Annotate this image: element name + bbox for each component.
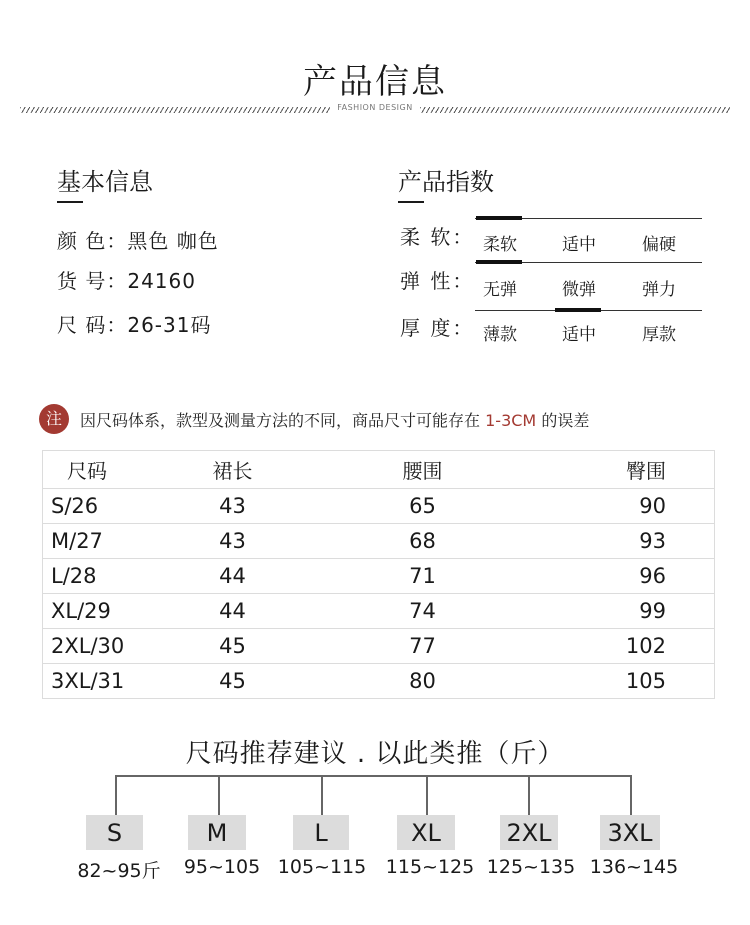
size-box-s: S bbox=[86, 815, 143, 850]
table-row bbox=[43, 629, 715, 664]
table-cell: 45 bbox=[133, 629, 333, 664]
table-cell: 68 bbox=[333, 524, 513, 559]
table-row bbox=[43, 594, 715, 629]
table-cell: 2XL/30 bbox=[43, 629, 133, 664]
size-box-m: M bbox=[188, 815, 246, 850]
table-cell: 80 bbox=[333, 664, 513, 699]
index-option: 适中 bbox=[562, 235, 596, 255]
size-box-2xl: 2XL bbox=[500, 815, 558, 850]
table-cell: 77 bbox=[333, 629, 513, 664]
table-cell: 65 bbox=[333, 489, 513, 524]
fashion-tag: FASHION DESIGN bbox=[337, 103, 413, 112]
table-cell: 96 bbox=[513, 559, 715, 594]
table-cell: 93 bbox=[513, 524, 715, 559]
column-header: 腰围 bbox=[333, 451, 513, 489]
basic-info-heading-text: 基本信息 bbox=[57, 168, 153, 196]
table-cell: 45 bbox=[133, 664, 333, 699]
index-option: 偏硬 bbox=[642, 235, 676, 255]
table-cell: 43 bbox=[133, 489, 333, 524]
table-cell: 90 bbox=[513, 489, 715, 524]
column-header: 裙长 bbox=[133, 451, 333, 489]
recommend-connector-line bbox=[116, 775, 632, 777]
note-highlight: 1-3CM bbox=[485, 411, 537, 430]
table-row bbox=[43, 664, 715, 699]
recommend-connector-tick bbox=[426, 775, 428, 817]
table-cell: 102 bbox=[513, 629, 715, 664]
table-cell: M/27 bbox=[43, 524, 133, 559]
index-selected-marker bbox=[476, 216, 522, 220]
size-table bbox=[42, 450, 715, 699]
product-index-heading-text: 产品指数 bbox=[398, 168, 494, 196]
table-cell: L/28 bbox=[43, 559, 133, 594]
heading-underline bbox=[57, 201, 83, 203]
recommend-connector-tick bbox=[321, 775, 323, 817]
note-badge: 注 bbox=[39, 404, 69, 434]
page-title: 产品信息 bbox=[303, 62, 447, 102]
size-box-l: L bbox=[293, 815, 349, 850]
table-cell: 43 bbox=[133, 524, 333, 559]
index-label: 柔 软： bbox=[400, 225, 475, 249]
table-row bbox=[43, 524, 715, 559]
table-cell: 3XL/31 bbox=[43, 664, 133, 699]
heading-underline bbox=[398, 201, 424, 203]
weight-range: 105~115 bbox=[277, 856, 367, 878]
weight-range: 115~125 bbox=[385, 856, 475, 878]
weight-range: 125~135 bbox=[486, 856, 576, 878]
basic-row-color: 颜 色：黑色 咖色 bbox=[57, 229, 219, 253]
note-text-after: 的误差 bbox=[541, 411, 590, 430]
index-option: 弹力 bbox=[642, 280, 676, 300]
weight-range: 82~95斤 bbox=[77, 860, 161, 882]
note-text bbox=[80, 408, 589, 431]
table-cell: XL/29 bbox=[43, 594, 133, 629]
index-label: 厚 度： bbox=[400, 316, 475, 340]
table-row bbox=[43, 489, 715, 524]
table-cell: 71 bbox=[333, 559, 513, 594]
index-option: 厚款 bbox=[642, 325, 676, 345]
table-header-row bbox=[43, 451, 715, 489]
column-header: 臀围 bbox=[513, 451, 715, 489]
basic-row-item-number: 货 号：24160 bbox=[57, 269, 196, 293]
weight-range: 95~105 bbox=[183, 856, 261, 878]
recommend-connector-tick bbox=[115, 775, 117, 817]
table-cell: S/26 bbox=[43, 489, 133, 524]
table-cell: 44 bbox=[133, 594, 333, 629]
index-selected-marker bbox=[476, 260, 522, 264]
table-row bbox=[43, 559, 715, 594]
index-option: 无弹 bbox=[483, 280, 517, 300]
table-cell: 99 bbox=[513, 594, 715, 629]
table-cell: 44 bbox=[133, 559, 333, 594]
index-option: 微弹 bbox=[562, 280, 596, 300]
index-option: 适中 bbox=[562, 325, 596, 345]
table-cell: 105 bbox=[513, 664, 715, 699]
weight-range: 136~145 bbox=[589, 856, 679, 878]
index-option: 柔软 bbox=[483, 235, 517, 255]
table-cell: 74 bbox=[333, 594, 513, 629]
note-text-before: 因尺码体系，款型及测量方法的不同，商品尺寸可能存在 bbox=[80, 411, 481, 430]
size-box-3xl: 3XL bbox=[600, 815, 660, 850]
size-box-xl: XL bbox=[397, 815, 455, 850]
index-selected-marker bbox=[555, 308, 601, 312]
product-index-heading bbox=[398, 162, 494, 197]
index-label: 弹 性： bbox=[400, 269, 475, 293]
basic-info-heading bbox=[57, 162, 153, 197]
recommend-connector-tick bbox=[218, 775, 220, 817]
index-option: 薄款 bbox=[483, 325, 517, 345]
recommend-title: 尺码推荐建议 . 以此类推（斤） bbox=[185, 739, 565, 769]
title-divider-right bbox=[420, 107, 730, 113]
recommend-connector-tick bbox=[528, 775, 530, 817]
title-divider-left bbox=[20, 107, 330, 113]
recommend-connector-tick bbox=[630, 775, 632, 817]
basic-row-size: 尺 码：26-31码 bbox=[57, 313, 212, 337]
column-header: 尺码 bbox=[43, 451, 133, 489]
